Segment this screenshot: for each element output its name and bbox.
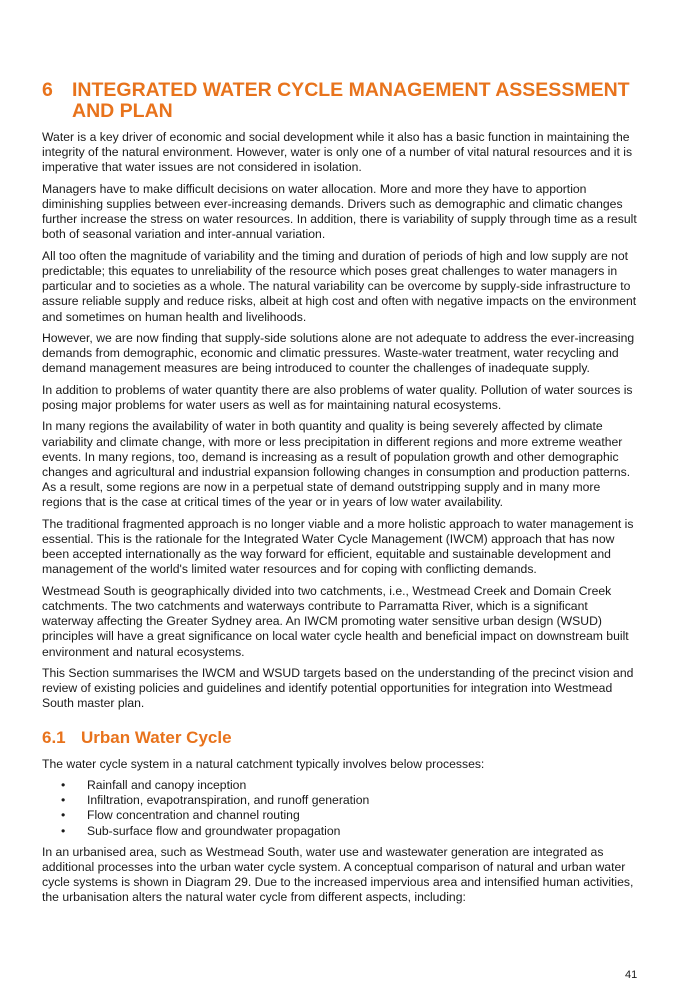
subsection-heading (42, 728, 642, 748)
section-heading (42, 80, 642, 122)
section-title: INTEGRATED WATER CYCLE MANAGEMENT ASSESSMENT AND PLAN (72, 79, 630, 122)
subsection-intro: The water cycle system in a natural catchment typically involves below processes: (42, 756, 485, 771)
paragraph: Managers have to make difficult decisions on water allocation. More and more they have to apportion diminishing supplies between ever-increasing demands. Drivers such as demographic and climatic changes further increase the stress on water resources. In addition, there is variability of supply through time as a result both of seasonal variation and inter-annual variation. (42, 181, 637, 242)
page-number: 41 (625, 969, 638, 981)
process-list (42, 778, 642, 839)
paragraph: Westmead South is geographically divided into two catchments, i.e., Westmead Creek and Domain Creek catchments. The two catchments and waterways contribute to Parramatta River, which is a significant waterway affecting the Greater Sydney area. An IWCM promoting water sensitive urban design (WSUD) principles will have a great significance on local water cycle health and beneficial impact on downstream built environment and natural ecosystems. (42, 583, 629, 659)
paragraph: All too often the magnitude of variability and the timing and duration of periods of high and low supply are not predictable; this equates to unreliability of the resource which poses great challenges to water managers in particular and to societies as a whole. The natural variability can be overcome by supply-side infrastructure to assure reliable supply and reduce risks, albeit at high cost and often with negative impacts on the environment and sometimes on human health and livelihoods. (42, 248, 637, 324)
list-item: • Flow concentration and channel routing (61, 808, 300, 823)
paragraph: In addition to problems of water quantity there are also problems of water quality. Pollution of water sources is posing major problems for water users as well as for maintaining natural ecosystems. (42, 382, 633, 412)
list-item: • Rainfall and canopy inception (61, 778, 247, 792)
bullet-icon: • (61, 793, 66, 808)
paragraph: In many regions the availability of water in both quantity and quality is being severely affected by climate variability and climate change, with more or less precipitation in different regions and more extreme weather events. In many regions, too, demand is increasing as a result of population growth and other demographic changes and agricultural and industrial expansion following changes in consumption and production patterns. As a result, some regions are now in a perpetual state of demand outstripping supply and in many more regions that is the case at critical times of the year or in years of low water availability. (42, 419, 631, 510)
bullet-icon: • (61, 823, 66, 838)
bullet-icon: • (61, 808, 66, 823)
body-text (42, 130, 642, 912)
section-number: 6 (42, 79, 53, 101)
paragraph: This Section summarises the IWCM and WSUD targets based on the understanding of the precinct vision and review of existing policies and guidelines and identify potential opportunities for integration into Westmead South master plan. (42, 666, 634, 711)
subsection-title: Urban Water Cycle (81, 727, 232, 747)
subsection-number: 6.1 (42, 727, 66, 747)
paragraph: Water is a key driver of economic and social development while it also has a basic function in maintaining the integrity of the natural environment. However, water is only one of a number of vital natural resources and it is imperative that water issues are not considered in isolation. (42, 130, 633, 175)
list-item: • Infiltration, evapotranspiration, and runoff generation (61, 793, 370, 808)
paragraph: The traditional fragmented approach is no longer viable and a more holistic approach to water management is essential. This is the rationale for the Integrated Water Cycle Management (IWCM) approach that has now been accepted internationally as the way forward for efficient, equitable and sustainable development and management of the world's limited water resources and for coping with conflicting demands. (42, 516, 634, 577)
paragraph: However, we are now finding that supply-side solutions alone are not adequate to address the ever-increasing demands from demographic, economic and climatic pressures. Waste-water treatment, water recycling and demand management measures are being introduced to counter the challenges of inadequate supply. (42, 331, 635, 376)
subsection-closing: In an urbanised area, such as Westmead South, water use and wastewater generation are integrated as additional processes into the urban water cycle system. A conceptual comparison of natural and urban water cycle systems is shown in Diagram 29. Due to the increased impervious area and intensified human activities, the urbanisation alters the natural water cycle from different aspects, including: (42, 844, 634, 905)
bullet-icon: • (61, 778, 66, 792)
list-item: • Sub-surface flow and groundwater propagation (61, 823, 341, 838)
